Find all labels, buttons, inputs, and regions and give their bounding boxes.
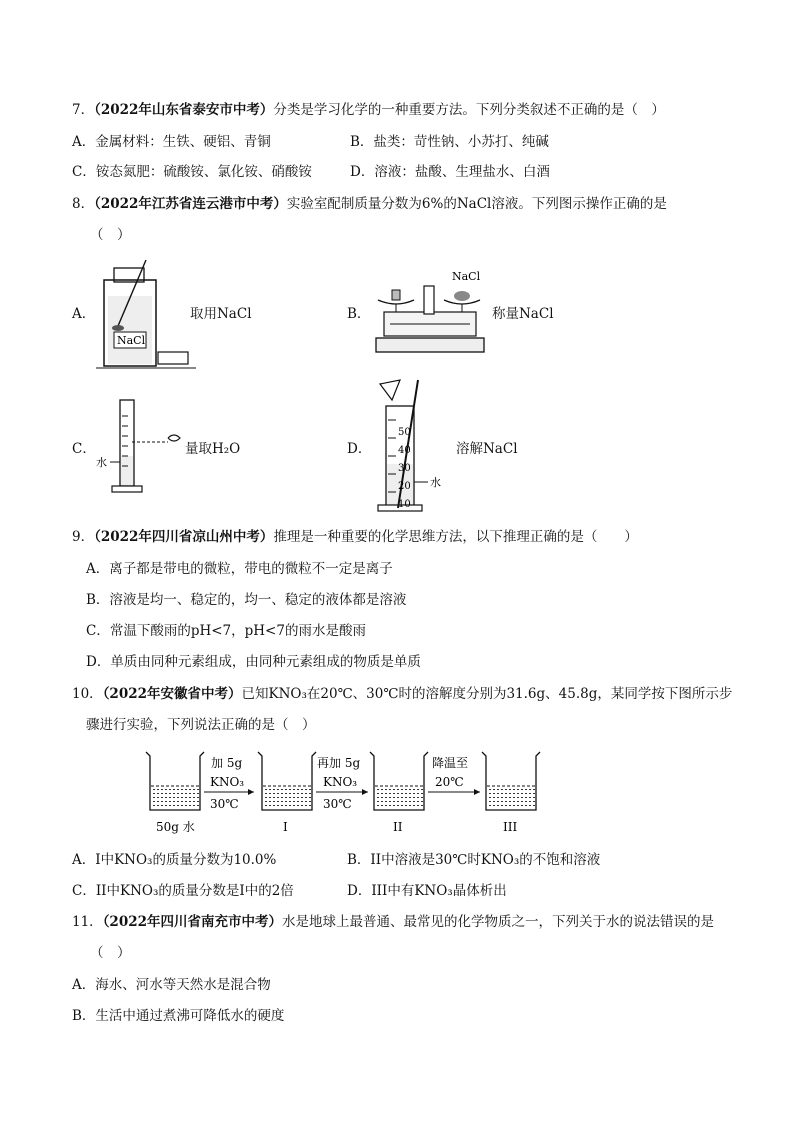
graduated-cylinder-reading-illustration: [96, 398, 186, 496]
reagent-bottle-spoon-illustration: [96, 258, 196, 373]
q9-option-a[interactable]: A．离子都是带电的微粒，带电的微粒不一定是离子: [86, 561, 393, 577]
q10-option-b[interactable]: B．II中溶液是30℃时KNO₃的不饱和溶液: [347, 852, 601, 868]
q11-stem: 水是地球上最普通、最常见的化学物质之一，下列关于水的说法错误的是: [282, 914, 715, 930]
tick-label: 20: [398, 481, 411, 492]
q10-stem-line2: 骤进行实验，下列说法正确的是（ ）: [86, 717, 316, 733]
q7-option-c[interactable]: C．铵态氮肥：硫酸铵、氯化铵、硝酸铵: [72, 164, 312, 180]
beaker-iii: [482, 752, 540, 810]
beaker-label-start: 50g 水: [156, 820, 195, 834]
q10-stem-part1: 已知KNO₃在20℃、30℃时的溶解度分别为31.6g、45.8g，某同学按下图所示步: [241, 686, 733, 702]
tick-label: 40: [398, 445, 411, 456]
q8-option-d-caption: 溶解NaCl: [456, 441, 518, 457]
arrow3-top-label: 降温至: [432, 756, 469, 770]
q9-option-b[interactable]: B．溶液是均一、稳定的，均一、稳定的液体都是溶液: [86, 592, 407, 608]
q10-source: （2022年安徽省中考）: [102, 686, 242, 702]
q11-option-b[interactable]: B．生活中通过煮沸可降低水的硬度: [72, 1008, 285, 1024]
q8-stem: 实验室配制质量分数为6%的NaCl溶液。下列图示操作正确的是: [286, 196, 667, 212]
q9-stem-line: [72, 528, 638, 546]
q7-option-a[interactable]: A．金属材料：生铁、硬铝、青铜: [72, 134, 271, 150]
cylinder-stirring-illustration: [374, 378, 454, 514]
water-label: 水: [430, 476, 441, 489]
q8-option-c-caption: 量取H₂O: [185, 441, 241, 457]
arrow2-bottom-label: 30℃: [323, 797, 352, 811]
arrow1-top-label: 加 5g: [211, 756, 243, 770]
balance-scale-illustration: [374, 268, 486, 358]
arrow3-mid-label: 20℃: [435, 775, 464, 789]
q9-source: （2022年四川省凉山州中考）: [94, 529, 274, 545]
arrow1-bottom-label: 30℃: [210, 797, 239, 811]
nacl-scale-label: NaCl: [452, 270, 481, 283]
beaker-label-i: I: [283, 820, 288, 834]
q7-stem: 分类是学习化学的一种重要方法。下列分类叙述不正确的是（ ）: [273, 102, 665, 118]
q7-stem-line: [72, 101, 665, 119]
beaker-label-iii: III: [503, 820, 518, 834]
q8-option-a-letter[interactable]: A．: [72, 306, 96, 322]
q10-option-d[interactable]: D．III中有KNO₃晶体析出: [347, 883, 507, 899]
q7-number: 7．: [72, 102, 95, 118]
q9-option-c[interactable]: C．常温下酸雨的pH<7，pH<7的雨水是酸雨: [86, 623, 366, 639]
q10-option-a[interactable]: A．I中KNO₃的质量分数为10.0%: [72, 852, 277, 868]
q8-option-a-caption: 取用NaCl: [190, 306, 252, 322]
q11-option-a[interactable]: A．海水、河水等天然水是混合物: [72, 977, 271, 993]
q8-option-b-letter[interactable]: B．: [347, 306, 371, 322]
arrow1-mid-label: KNO₃: [210, 775, 245, 789]
q11-stem-line: [72, 913, 714, 931]
tick-label: 30: [398, 463, 411, 474]
q7-source: （2022年山东省泰安市中考）: [94, 102, 274, 118]
q9-option-d[interactable]: D．单质由同种元素组成，由同种元素组成的物质是单质: [86, 654, 421, 670]
q8-option-c-letter[interactable]: C．: [72, 441, 96, 457]
q11-number: 11．: [72, 914, 103, 930]
tick-label: 10: [398, 499, 411, 510]
q10-option-c[interactable]: C．II中KNO₃的质量分数是I中的2倍: [72, 883, 294, 899]
beaker-start: [146, 752, 204, 810]
water-label: 水: [96, 456, 107, 469]
q11-answer-paren: （ ）: [90, 945, 131, 961]
q8-source: （2022年江苏省连云港市中考）: [94, 196, 287, 212]
q8-stem-line: [72, 195, 667, 213]
beaker-ii: [370, 752, 428, 810]
q7-option-d[interactable]: D．溶液：盐酸、生理盐水、白酒: [350, 164, 550, 180]
q9-number: 9．: [72, 529, 95, 545]
beaker-label-ii: II: [393, 820, 403, 834]
nacl-bottle-label: NaCl: [117, 334, 146, 347]
q10-number: 10．: [72, 686, 103, 702]
q11-source: （2022年四川省南充市中考）: [102, 914, 283, 930]
q8-option-b-caption: 称量NaCl: [492, 306, 554, 322]
q8-answer-paren: （ ）: [90, 227, 131, 243]
kno3-dissolution-steps-diagram: [140, 748, 550, 840]
beaker-i: [258, 752, 316, 810]
arrow2-mid-label: KNO₃: [323, 775, 358, 789]
q7-option-b[interactable]: B．盐类：苛性钠、小苏打、纯碱: [350, 134, 549, 150]
q9-stem: 推理是一种重要的化学思维方法，以下推理正确的是（ ）: [273, 529, 638, 545]
arrow2-top-label: 再加 5g: [317, 756, 361, 770]
tick-label: 50: [398, 427, 411, 438]
q8-option-d-letter[interactable]: D．: [347, 441, 372, 457]
q8-number: 8．: [72, 196, 95, 212]
q10-stem-line1: [72, 685, 732, 703]
